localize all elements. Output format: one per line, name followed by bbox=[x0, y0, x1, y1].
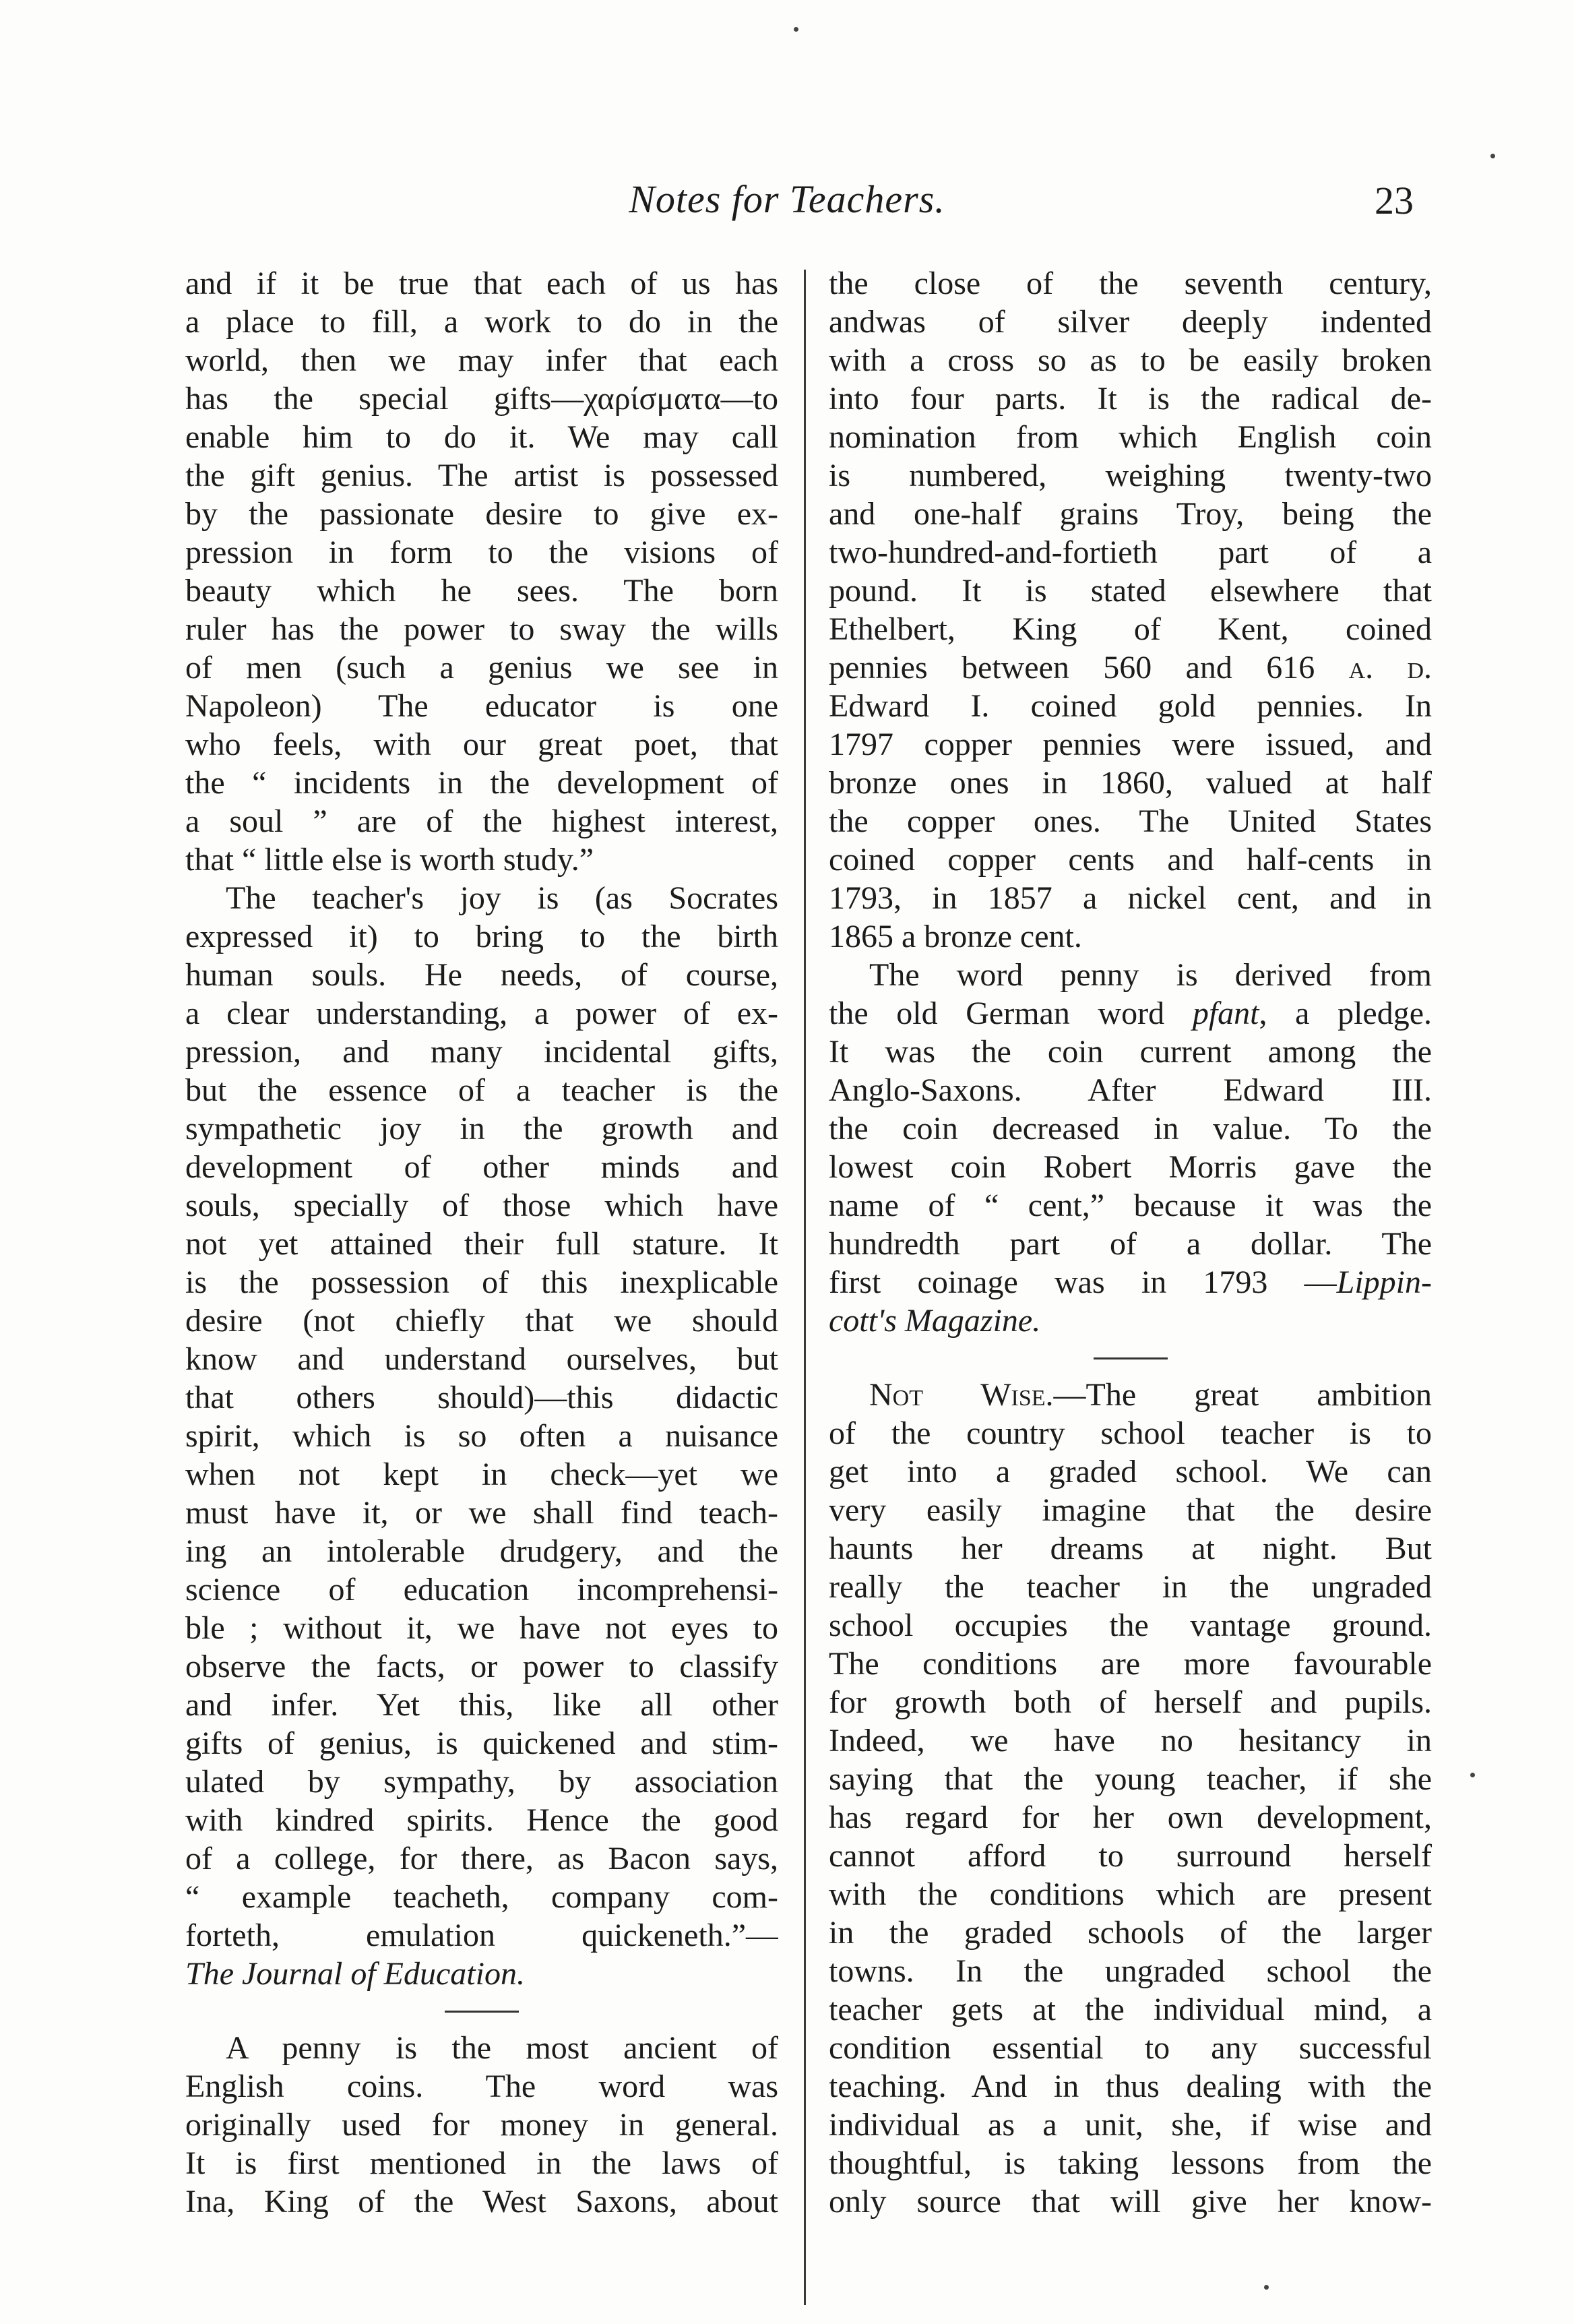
text-line: the coin decreased in value. To the bbox=[829, 1111, 1432, 1146]
text-line: teaching. And in thus dealing with the bbox=[829, 2069, 1432, 2104]
running-header: Notes for Teachers. bbox=[629, 177, 945, 221]
paragraph-teachers-joy bbox=[185, 879, 778, 1993]
text-line: bronze ones in 1860, valued at half bbox=[829, 765, 1432, 801]
text-line: a soul ” are of the highest interest, bbox=[185, 803, 778, 839]
text-line: enable him to do it. We may call bbox=[185, 419, 778, 455]
text-line: English coins. The word was bbox=[185, 2069, 778, 2104]
text-line: The teacher's joy is (as Socrates bbox=[226, 880, 778, 916]
text-line: only source that will give her know- bbox=[829, 2184, 1432, 2220]
text-line: The conditions are more favourable bbox=[829, 1646, 1432, 1682]
right-column bbox=[829, 264, 1432, 2221]
text-line: and if it be true that each of us has bbox=[185, 266, 778, 301]
text-line: pression, and many incidental gifts, bbox=[185, 1034, 778, 1070]
text-line: really the teacher in the ungraded bbox=[829, 1569, 1432, 1605]
paragraph-penny-continued bbox=[829, 264, 1432, 956]
text-line: for growth both of herself and pupils. bbox=[829, 1684, 1432, 1720]
paragraph-not-wise bbox=[829, 1376, 1432, 2221]
text-line: a place to fill, a work to do in the bbox=[185, 304, 778, 340]
text-line: in the graded schools of the larger bbox=[829, 1915, 1432, 1951]
text-line: a clear understanding, a power of ex- bbox=[185, 996, 778, 1031]
text-line: the gift genius. The artist is possessed bbox=[185, 458, 778, 493]
text-line bbox=[829, 1263, 1432, 1302]
text-line: not yet attained their full stature. It bbox=[185, 1226, 778, 1262]
text-line: human souls. He needs, of course, bbox=[185, 957, 778, 993]
text-line: pound. It is stated elsewhere that bbox=[829, 573, 1432, 609]
text-fragment: —The great ambition bbox=[1053, 1377, 1432, 1413]
text-line: expressed it) to bring to the birth bbox=[185, 919, 778, 954]
text-line: 1793, in 1857 a nickel cent, and in bbox=[829, 880, 1432, 916]
text-line: and one-half grains Troy, being the bbox=[829, 496, 1432, 532]
text-line: 1797 copper pennies were issued, and bbox=[829, 727, 1432, 762]
section-rule bbox=[1094, 1357, 1168, 1359]
paragraph-penny bbox=[185, 2029, 778, 2221]
text-line: thoughtful, is taking lessons from the bbox=[829, 2145, 1432, 2181]
text-line: is the possession of this inexplicable bbox=[185, 1264, 778, 1300]
text-line: saying that the young teacher, if she bbox=[829, 1761, 1432, 1797]
text-line: lowest coin Robert Morris gave the bbox=[829, 1149, 1432, 1185]
text-line: desire (not chiefly that we should bbox=[185, 1303, 778, 1339]
text-line: cannot afford to surround herself bbox=[829, 1838, 1432, 1874]
text-line: It was the coin current among the bbox=[829, 1034, 1432, 1070]
print-speck bbox=[1264, 2285, 1269, 2290]
text-line: A penny is the most ancient of bbox=[226, 2030, 778, 2066]
text-line: very easily imagine that the desire bbox=[829, 1492, 1432, 1528]
text-line: of a college, for there, as Bacon says, bbox=[185, 1841, 778, 1876]
text-line: that others should)—this didactic bbox=[185, 1380, 778, 1415]
text-line: Ina, King of the West Saxons, about bbox=[185, 2184, 778, 2220]
text-line: beauty which he sees. The born bbox=[185, 573, 778, 609]
text-line: when not kept in check—yet we bbox=[185, 1457, 778, 1492]
era-abbrev: a. d. bbox=[1348, 650, 1432, 685]
left-column bbox=[185, 264, 778, 2221]
text-line: originally used for money in general. bbox=[185, 2107, 778, 2143]
text-line: It is first mentioned in the laws of bbox=[185, 2145, 778, 2181]
text-line: know and understand ourselves, but bbox=[185, 1341, 778, 1377]
text-line: name of “ cent,” because it was the bbox=[829, 1188, 1432, 1223]
source-citation bbox=[185, 1955, 778, 1993]
text-line: the close of the seventh century, bbox=[829, 266, 1432, 301]
text-fragment: pennies between 560 and 616 bbox=[829, 650, 1315, 685]
print-speck bbox=[1470, 1773, 1475, 1777]
text-line: the copper ones. The United States bbox=[829, 803, 1432, 839]
text-line: hundredth part of a dollar. The bbox=[829, 1226, 1432, 1262]
print-speck bbox=[1490, 154, 1495, 158]
text-line: with a cross so as to be easily broken bbox=[829, 342, 1432, 378]
text-line: sympathetic joy in the growth and bbox=[185, 1111, 778, 1146]
text-line bbox=[829, 648, 1432, 687]
text-fragment: , a pledge. bbox=[1259, 996, 1432, 1031]
text-line: andwas of silver deeply indented bbox=[829, 304, 1432, 340]
paragraph-word-penny bbox=[829, 956, 1432, 1340]
text-line: ulated by sympathy, by association bbox=[185, 1764, 778, 1800]
text-line: must have it, or we shall find teach- bbox=[185, 1495, 778, 1531]
text-line: into four parts. It is the radical de- bbox=[829, 381, 1432, 417]
print-speck bbox=[794, 27, 798, 32]
page-number: 23 bbox=[1375, 179, 1414, 222]
text-line: with the conditions which are present bbox=[829, 1876, 1432, 1912]
text-line: development of other minds and bbox=[185, 1149, 778, 1185]
text-line: by the passionate desire to give ex- bbox=[185, 496, 778, 532]
source-title: cott's Magazine. bbox=[829, 1303, 1041, 1339]
column-divider bbox=[804, 270, 806, 2305]
text-line: school occupies the vantage ground. bbox=[829, 1608, 1432, 1643]
foreign-word: pfant bbox=[1192, 996, 1259, 1031]
text-line: is numbered, weighing twenty-two bbox=[829, 458, 1432, 493]
text-line: ing an intolerable drudgery, and the bbox=[185, 1533, 778, 1569]
paragraph-genius bbox=[185, 264, 778, 879]
text-fragment: first coinage was in 1793 — bbox=[829, 1264, 1337, 1300]
text-line: the “ incidents in the development of bbox=[185, 765, 778, 801]
text-line: of the country school teacher is to bbox=[829, 1415, 1432, 1451]
text-line: of men (such a genius we see in bbox=[185, 650, 778, 685]
source-title: The Journal of Education. bbox=[185, 1956, 525, 1992]
text-line: ruler has the power to sway the wills bbox=[185, 611, 778, 647]
text-line: observe the facts, or power to classify bbox=[185, 1649, 778, 1684]
text-line: souls, specially of those which have bbox=[185, 1188, 778, 1223]
text-line: ble ; without it, we have not eyes to bbox=[185, 1610, 778, 1646]
text-line: 1865 a bronze cent. bbox=[829, 919, 1082, 954]
text-line: individual as a unit, she, if wise and bbox=[829, 2107, 1432, 2143]
section-heading: Not Wise. bbox=[869, 1377, 1054, 1413]
text-line bbox=[829, 1302, 1432, 1340]
text-line: Anglo-Saxons. After Edward III. bbox=[829, 1072, 1432, 1108]
text-line: nomination from which English coin bbox=[829, 419, 1432, 455]
text-line: Ethelbert, King of Kent, coined bbox=[829, 611, 1432, 647]
text-line: towns. In the ungraded school the bbox=[829, 1953, 1432, 1989]
text-line: that “ little else is worth study.” bbox=[185, 842, 594, 878]
text-line: but the essence of a teacher is the bbox=[185, 1072, 778, 1108]
text-line: has regard for her own development, bbox=[829, 1800, 1432, 1835]
text-line: get into a graded school. We can bbox=[829, 1454, 1432, 1490]
text-line: who feels, with our great poet, that bbox=[185, 727, 778, 762]
text-line: The word penny is derived from bbox=[869, 957, 1432, 993]
section-rule bbox=[445, 2011, 519, 2013]
text-line: spirit, which is so often a nuisance bbox=[185, 1418, 778, 1454]
text-line: and infer. Yet this, like all other bbox=[185, 1687, 778, 1723]
text-line bbox=[829, 994, 1432, 1033]
text-line: Napoleon) The educator is one bbox=[185, 688, 778, 724]
text-line: forteth, emulation quickeneth.”— bbox=[185, 1918, 778, 1953]
text-line: with kindred spirits. Hence the good bbox=[185, 1802, 778, 1838]
text-line: gifts of genius, is quickened and stim- bbox=[185, 1725, 778, 1761]
text-line: Edward I. coined gold pennies. In bbox=[829, 688, 1432, 724]
text-fragment: the old German word bbox=[829, 996, 1165, 1031]
source-title: Lippin- bbox=[1336, 1264, 1432, 1300]
text-line: condition essential to any successful bbox=[829, 2030, 1432, 2066]
text-line: science of education incomprehensi- bbox=[185, 1572, 778, 1608]
text-line: coined copper cents and half-cents in bbox=[829, 842, 1432, 878]
text-line: Indeed, we have no hesitancy in bbox=[829, 1723, 1432, 1759]
text-line bbox=[829, 1376, 1432, 1414]
text-line: two-hundred-and-fortieth part of a bbox=[829, 534, 1432, 570]
text-line: has the special gifts—χαρίσματα—to bbox=[185, 381, 778, 417]
text-line: “ example teacheth, company com- bbox=[185, 1879, 778, 1915]
text-line: world, then we may infer that each bbox=[185, 342, 778, 378]
text-line: teacher gets at the individual mind, a bbox=[829, 1992, 1432, 2027]
text-line: pression in form to the visions of bbox=[185, 534, 778, 570]
text-line: haunts her dreams at night. But bbox=[829, 1531, 1432, 1566]
